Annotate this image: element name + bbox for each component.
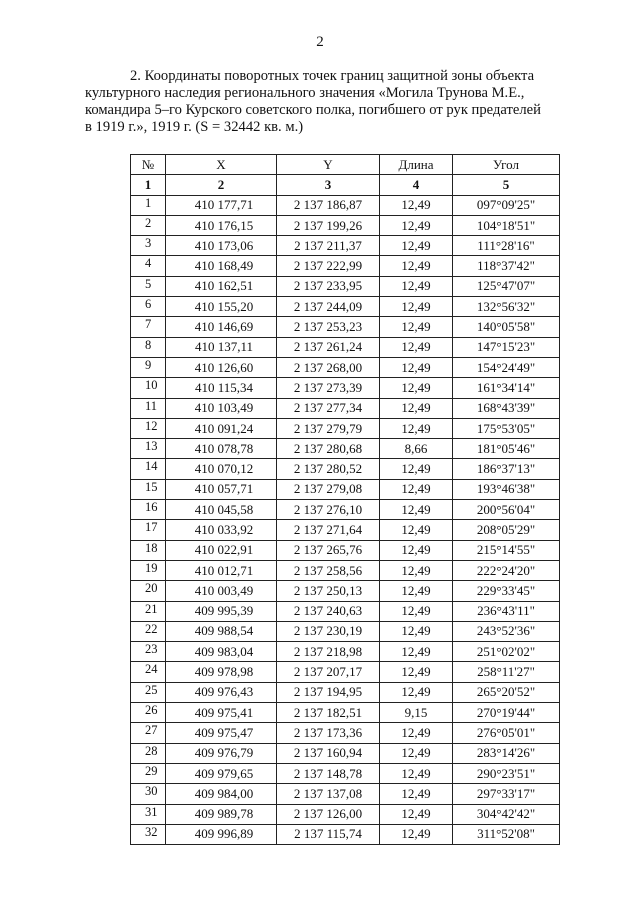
segment-length: 12,49: [380, 723, 453, 743]
segment-length: 12,49: [380, 479, 453, 499]
direction-angle: 186°37'13": [453, 459, 560, 479]
point-number: 27: [131, 723, 166, 743]
x-coordinate: 410 168,49: [166, 256, 277, 276]
table-row: [131, 276, 560, 296]
point-number: 32: [131, 824, 166, 844]
table-row: [131, 236, 560, 256]
x-coordinate: 410 126,60: [166, 357, 277, 377]
table-row: [131, 642, 560, 662]
point-number: 24: [131, 662, 166, 682]
segment-length: 12,49: [380, 662, 453, 682]
point-number: 26: [131, 703, 166, 723]
point-number: 7: [131, 317, 166, 337]
x-coordinate: 410 176,15: [166, 215, 277, 235]
direction-angle: 132°56'32": [453, 297, 560, 317]
y-coordinate: 2 137 218,98: [277, 642, 380, 662]
point-number: 22: [131, 621, 166, 641]
y-coordinate: 2 137 253,23: [277, 317, 380, 337]
point-number: 31: [131, 804, 166, 824]
segment-length: 12,49: [380, 215, 453, 235]
point-number: 21: [131, 601, 166, 621]
table-row: [131, 317, 560, 337]
point-number: 16: [131, 500, 166, 520]
segment-length: 12,49: [380, 560, 453, 580]
x-coordinate: 409 995,39: [166, 601, 277, 621]
x-coordinate: 409 978,98: [166, 662, 277, 682]
page-number: 2: [316, 34, 324, 50]
x-coordinate: 409 975,47: [166, 723, 277, 743]
segment-length: 12,49: [380, 804, 453, 824]
point-number: 12: [131, 418, 166, 438]
x-coordinate: 410 078,78: [166, 439, 277, 459]
y-coordinate: 2 137 115,74: [277, 824, 380, 844]
segment-length: 12,49: [380, 256, 453, 276]
header-length: Длина: [380, 155, 453, 175]
y-coordinate: 2 137 207,17: [277, 662, 380, 682]
direction-angle: 304°42'42": [453, 804, 560, 824]
x-coordinate: 410 103,49: [166, 398, 277, 418]
table-row: [131, 479, 560, 499]
direction-angle: 118°37'42": [453, 256, 560, 276]
x-coordinate: 410 177,71: [166, 195, 277, 215]
segment-length: 12,49: [380, 621, 453, 641]
point-number: 28: [131, 743, 166, 763]
table-row: [131, 824, 560, 844]
point-number: 3: [131, 236, 166, 256]
point-number: 25: [131, 682, 166, 702]
coordinates-table: [130, 154, 560, 845]
point-number: 15: [131, 479, 166, 499]
direction-angle: 140°05'58": [453, 317, 560, 337]
direction-angle: 297°33'17": [453, 784, 560, 804]
column-number: 2: [166, 175, 277, 195]
y-coordinate: 2 137 258,56: [277, 560, 380, 580]
y-coordinate: 2 137 261,24: [277, 337, 380, 357]
segment-length: 12,49: [380, 763, 453, 783]
segment-length: 12,49: [380, 743, 453, 763]
direction-angle: 154°24'49": [453, 357, 560, 377]
segment-length: 12,49: [380, 520, 453, 540]
point-number: 29: [131, 763, 166, 783]
table-body: [131, 195, 560, 845]
point-number: 23: [131, 642, 166, 662]
table-row: [131, 621, 560, 641]
x-coordinate: 410 022,91: [166, 540, 277, 560]
y-coordinate: 2 137 271,64: [277, 520, 380, 540]
header-number: №: [131, 155, 166, 175]
y-coordinate: 2 137 194,95: [277, 682, 380, 702]
x-coordinate: 409 976,79: [166, 743, 277, 763]
point-number: 18: [131, 540, 166, 560]
point-number: 4: [131, 256, 166, 276]
table-row: [131, 763, 560, 783]
y-coordinate: 2 137 222,99: [277, 256, 380, 276]
x-coordinate: 410 033,92: [166, 520, 277, 540]
point-number: 5: [131, 276, 166, 296]
segment-length: 12,49: [380, 317, 453, 337]
direction-angle: 200°56'04": [453, 500, 560, 520]
segment-length: 12,49: [380, 418, 453, 438]
x-coordinate: 410 146,69: [166, 317, 277, 337]
table-header-row: [131, 155, 560, 175]
y-coordinate: 2 137 244,09: [277, 297, 380, 317]
paragraph-line: в 1919 г.», 1919 г. (S = 32442 кв. м.): [85, 119, 304, 135]
table-row: [131, 784, 560, 804]
direction-angle: 222°24'20": [453, 560, 560, 580]
point-number: 17: [131, 520, 166, 540]
y-coordinate: 2 137 173,36: [277, 723, 380, 743]
x-coordinate: 409 979,65: [166, 763, 277, 783]
x-coordinate: 410 115,34: [166, 378, 277, 398]
table-row: [131, 703, 560, 723]
segment-length: 12,49: [380, 337, 453, 357]
y-coordinate: 2 137 211,37: [277, 236, 380, 256]
x-coordinate: 409 988,54: [166, 621, 277, 641]
y-coordinate: 2 137 280,52: [277, 459, 380, 479]
section-heading-paragraph: [85, 68, 575, 136]
point-number: 19: [131, 560, 166, 580]
direction-angle: 283°14'26": [453, 743, 560, 763]
y-coordinate: 2 137 126,00: [277, 804, 380, 824]
table-row: [131, 378, 560, 398]
direction-angle: 236°43'11": [453, 601, 560, 621]
direction-angle: 181°05'46": [453, 439, 560, 459]
x-coordinate: 409 989,78: [166, 804, 277, 824]
direction-angle: 251°02'02": [453, 642, 560, 662]
table-row: [131, 215, 560, 235]
segment-length: 12,49: [380, 276, 453, 296]
y-coordinate: 2 137 233,95: [277, 276, 380, 296]
point-number: 20: [131, 581, 166, 601]
segment-length: 12,49: [380, 195, 453, 215]
header-angle: Угол: [453, 155, 560, 175]
segment-length: 12,49: [380, 398, 453, 418]
x-coordinate: 409 984,00: [166, 784, 277, 804]
x-coordinate: 410 162,51: [166, 276, 277, 296]
y-coordinate: 2 137 279,79: [277, 418, 380, 438]
segment-length: 12,49: [380, 824, 453, 844]
direction-angle: 215°14'55": [453, 540, 560, 560]
segment-length: 12,49: [380, 642, 453, 662]
y-coordinate: 2 137 250,13: [277, 581, 380, 601]
direction-angle: 111°28'16": [453, 236, 560, 256]
x-coordinate: 410 012,71: [166, 560, 277, 580]
paragraph-line: культурного наследия регионального значения «Могила Трунова М.Е.,: [85, 85, 525, 101]
table-row: [131, 723, 560, 743]
x-coordinate: 410 091,24: [166, 418, 277, 438]
table-row: [131, 682, 560, 702]
table-row: [131, 500, 560, 520]
direction-angle: 168°43'39": [453, 398, 560, 418]
paragraph-line: 2. Координаты поворотных точек границ защитной зоны объекта: [130, 68, 535, 84]
table-row: [131, 459, 560, 479]
y-coordinate: 2 137 279,08: [277, 479, 380, 499]
table-row: [131, 439, 560, 459]
point-number: 6: [131, 297, 166, 317]
segment-length: 9,15: [380, 703, 453, 723]
y-coordinate: 2 137 280,68: [277, 439, 380, 459]
direction-angle: 161°34'14": [453, 378, 560, 398]
column-number: 1: [131, 175, 166, 195]
table-column-number-row: [131, 175, 560, 195]
x-coordinate: 410 070,12: [166, 459, 277, 479]
x-coordinate: 410 137,11: [166, 337, 277, 357]
point-number: 8: [131, 337, 166, 357]
direction-angle: 243°52'36": [453, 621, 560, 641]
point-number: 14: [131, 459, 166, 479]
direction-angle: 208°05'29": [453, 520, 560, 540]
table-row: [131, 337, 560, 357]
x-coordinate: 409 975,41: [166, 703, 277, 723]
point-number: 9: [131, 357, 166, 377]
direction-angle: 097°09'25": [453, 195, 560, 215]
y-coordinate: 2 137 137,08: [277, 784, 380, 804]
table-row: [131, 601, 560, 621]
x-coordinate: 410 045,58: [166, 500, 277, 520]
x-coordinate: 409 976,43: [166, 682, 277, 702]
y-coordinate: 2 137 265,76: [277, 540, 380, 560]
point-number: 10: [131, 378, 166, 398]
segment-length: 12,49: [380, 297, 453, 317]
x-coordinate: 409 996,89: [166, 824, 277, 844]
header-y: Y: [277, 155, 380, 175]
y-coordinate: 2 137 240,63: [277, 601, 380, 621]
point-number: 13: [131, 439, 166, 459]
segment-length: 12,49: [380, 357, 453, 377]
direction-angle: 311°52'08": [453, 824, 560, 844]
y-coordinate: 2 137 276,10: [277, 500, 380, 520]
direction-angle: 125°47'07": [453, 276, 560, 296]
segment-length: 12,49: [380, 581, 453, 601]
table-row: [131, 540, 560, 560]
x-coordinate: 410 003,49: [166, 581, 277, 601]
segment-length: 12,49: [380, 540, 453, 560]
table-row: [131, 256, 560, 276]
table-row: [131, 804, 560, 824]
y-coordinate: 2 137 186,87: [277, 195, 380, 215]
direction-angle: 290°23'51": [453, 763, 560, 783]
table-row: [131, 581, 560, 601]
x-coordinate: 409 983,04: [166, 642, 277, 662]
direction-angle: 104°18'51": [453, 215, 560, 235]
segment-length: 12,49: [380, 682, 453, 702]
y-coordinate: 2 137 268,00: [277, 357, 380, 377]
point-number: 30: [131, 784, 166, 804]
segment-length: 12,49: [380, 459, 453, 479]
y-coordinate: 2 137 277,34: [277, 398, 380, 418]
y-coordinate: 2 137 230,19: [277, 621, 380, 641]
x-coordinate: 410 155,20: [166, 297, 277, 317]
segment-length: 12,49: [380, 236, 453, 256]
paragraph-line: командира 5–го Курского советского полка, погибшего от рук предателей: [85, 102, 541, 118]
column-number: 3: [277, 175, 380, 195]
table-row: [131, 520, 560, 540]
y-coordinate: 2 137 160,94: [277, 743, 380, 763]
direction-angle: 270°19'44": [453, 703, 560, 723]
column-number: 4: [380, 175, 453, 195]
table-row: [131, 662, 560, 682]
direction-angle: 229°33'45": [453, 581, 560, 601]
table-row: [131, 743, 560, 763]
table-row: [131, 398, 560, 418]
column-number: 5: [453, 175, 560, 195]
y-coordinate: 2 137 182,51: [277, 703, 380, 723]
table-row: [131, 560, 560, 580]
point-number: 2: [131, 215, 166, 235]
direction-angle: 265°20'52": [453, 682, 560, 702]
x-coordinate: 410 173,06: [166, 236, 277, 256]
segment-length: 12,49: [380, 500, 453, 520]
direction-angle: 276°05'01": [453, 723, 560, 743]
y-coordinate: 2 137 199,26: [277, 215, 380, 235]
header-x: X: [166, 155, 277, 175]
direction-angle: 258°11'27": [453, 662, 560, 682]
x-coordinate: 410 057,71: [166, 479, 277, 499]
direction-angle: 193°46'38": [453, 479, 560, 499]
direction-angle: 175°53'05": [453, 418, 560, 438]
segment-length: 12,49: [380, 601, 453, 621]
table-row: [131, 418, 560, 438]
point-number: 11: [131, 398, 166, 418]
table-row: [131, 357, 560, 377]
table-row: [131, 297, 560, 317]
y-coordinate: 2 137 148,78: [277, 763, 380, 783]
point-number: 1: [131, 195, 166, 215]
direction-angle: 147°15'23": [453, 337, 560, 357]
segment-length: 12,49: [380, 378, 453, 398]
y-coordinate: 2 137 273,39: [277, 378, 380, 398]
segment-length: 12,49: [380, 784, 453, 804]
segment-length: 8,66: [380, 439, 453, 459]
table-row: [131, 195, 560, 215]
